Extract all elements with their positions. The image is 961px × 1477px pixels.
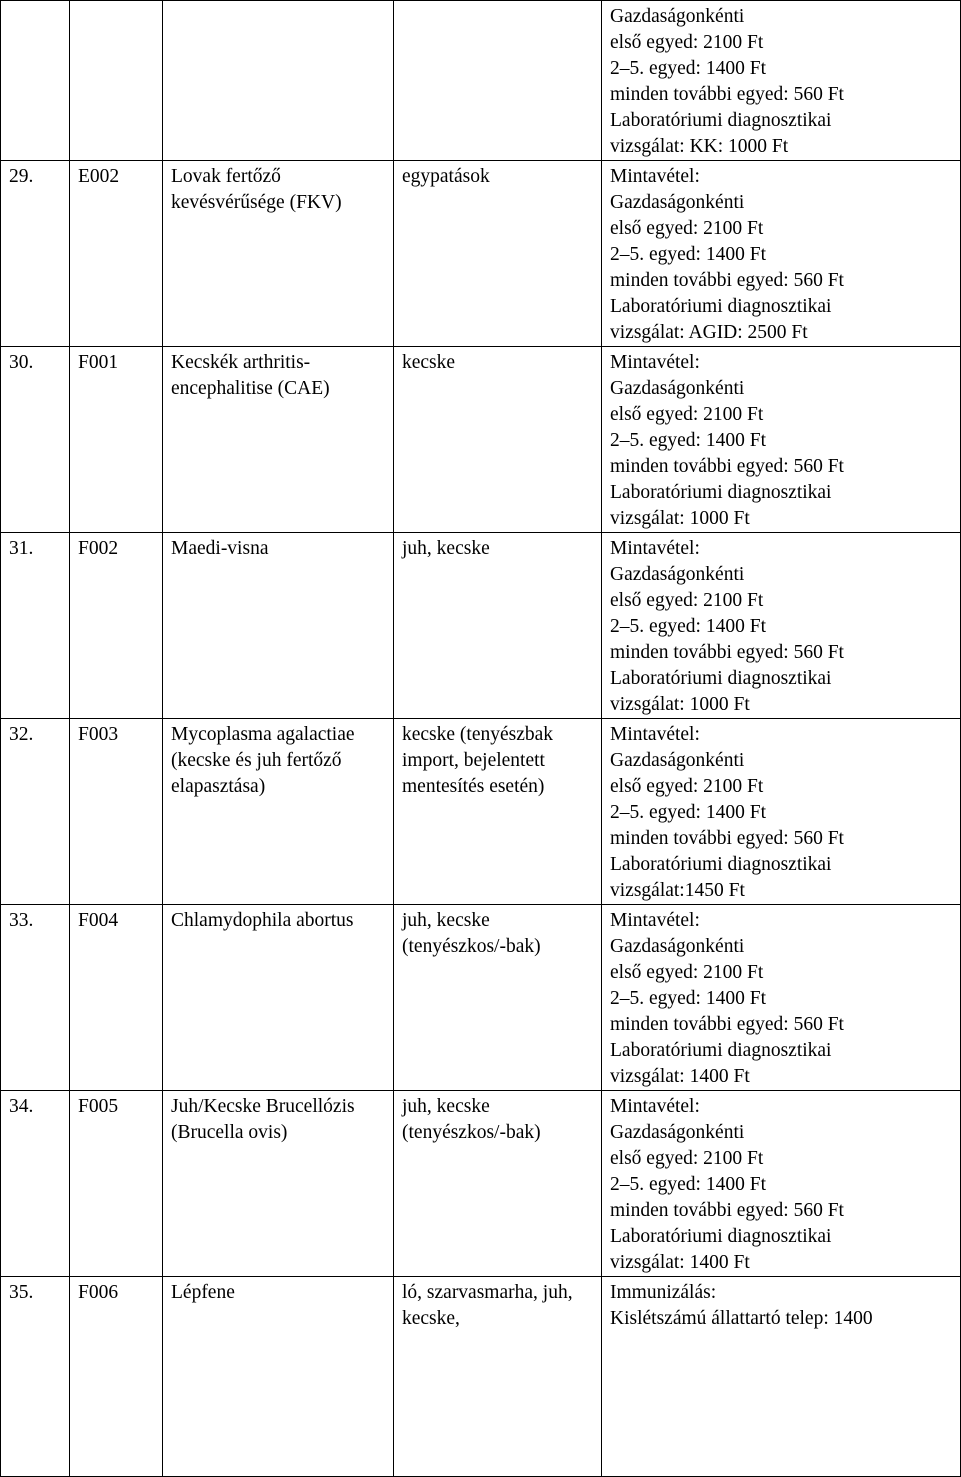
table-row-continued [1,1,961,161]
fee-line: Mintavétel: [610,166,700,187]
disease-code-text: F005 [78,1096,119,1117]
fee-line: első egyed: 2100 Ft [610,590,764,611]
species-cell [394,1277,602,1477]
fee-lines [602,536,960,718]
fee-cell [602,161,961,347]
fee-line: első egyed: 2100 Ft [610,1148,764,1169]
row-number-text: 29. [9,166,34,187]
row-number-text: 30. [9,352,34,373]
table-row [1,347,961,533]
table-row [1,719,961,905]
fee-line: Mintavétel: [610,1096,700,1117]
fee-line: vizsgálat: 1400 Ft [610,1066,750,1087]
fee-line: első egyed: 2100 Ft [610,218,764,239]
fee-line: Gazdaságonkénti [610,936,745,957]
disease-code-text: E002 [78,166,120,187]
fee-line: 2–5. egyed: 1400 Ft [610,244,766,265]
fee-line: minden további egyed: 560 Ft [610,270,844,291]
fee-line: vizsgálat: 1400 Ft [610,1252,750,1273]
disease-code-cell [70,1091,163,1277]
fee-cell [602,1,961,161]
fee-line: Gazdaságonkénti [610,378,745,399]
fee-line: 2–5. egyed: 1400 Ft [610,616,766,637]
disease-code-cell [70,347,163,533]
fee-lines [602,164,960,346]
fee-line: vizsgálat: KK: 1000 Ft [610,136,789,157]
table-row [1,1277,961,1477]
fee-line: minden további egyed: 560 Ft [610,1014,844,1035]
fee-line: vizsgálat: AGID: 2500 Ft [610,322,808,343]
disease-code-cell [70,533,163,719]
fee-cell [602,1091,961,1277]
disease-name-cell [163,161,394,347]
fee-cell [602,905,961,1091]
row-number-cell [1,1277,70,1477]
disease-name-cell [163,347,394,533]
fee-line: Laboratóriumi diagnosztikai [610,668,832,689]
fee-line: első egyed: 2100 Ft [610,32,764,53]
disease-name-cell [163,1091,394,1277]
disease-code-text: F003 [78,724,119,745]
table-row [1,533,961,719]
fee-line: minden további egyed: 560 Ft [610,456,844,477]
species-text: kecske (tenyészbak import, bejelentett mentesítés esetén) [402,724,554,797]
disease-name-cell [163,905,394,1091]
fee-cell [602,1277,961,1477]
fee-lines [602,4,960,160]
fee-line: minden további egyed: 560 Ft [610,1200,844,1221]
fee-line: 2–5. egyed: 1400 Ft [610,1174,766,1195]
species-cell [394,905,602,1091]
disease-name-cell [163,719,394,905]
species-cell [394,533,602,719]
disease-name-text: Mycoplasma agalactiae (kecske és juh fertőző elapasztása) [171,724,355,797]
disease-name-cell [163,533,394,719]
disease-code-cell [70,719,163,905]
fee-line: Immunizálás: [610,1282,717,1303]
fee-lines [602,350,960,532]
fee-line: Kislétszámú állattartó telep: 1400 [610,1308,873,1329]
fee-line: Gazdaságonkénti [610,192,745,213]
disease-name-text: Kecskék arthritis- encephalitise (CAE) [171,352,330,399]
row-number-cell [1,533,70,719]
fee-line: 2–5. egyed: 1400 Ft [610,802,766,823]
fee-line: Mintavétel: [610,724,700,745]
disease-code-text: F004 [78,910,119,931]
fee-cell [602,719,961,905]
species-cell [394,1,602,161]
fee-lines [602,1280,960,1332]
row-number-cell [1,161,70,347]
disease-code-cell [70,1277,163,1477]
fee-line: Mintavétel: [610,910,700,931]
fee-line: 2–5. egyed: 1400 Ft [610,58,766,79]
row-number-text: 35. [9,1282,34,1303]
fee-line: Laboratóriumi diagnosztikai [610,1226,832,1247]
disease-name-cell [163,1,394,161]
fee-line: Gazdaságonkénti [610,564,745,585]
fee-line: Gazdaságonkénti [610,1122,745,1143]
fee-line: 2–5. egyed: 1400 Ft [610,430,766,451]
fee-line: első egyed: 2100 Ft [610,962,764,983]
fee-line: Laboratóriumi diagnosztikai [610,296,832,317]
row-number-cell [1,347,70,533]
species-cell [394,1091,602,1277]
fee-line: Mintavétel: [610,352,700,373]
fee-line: vizsgálat:1450 Ft [610,880,745,901]
disease-code-text: F006 [78,1282,119,1303]
fee-lines [602,908,960,1090]
row-number-text: 32. [9,724,34,745]
disease-code-cell [70,905,163,1091]
fee-line: vizsgálat: 1000 Ft [610,508,750,529]
fee-lines [602,1094,960,1276]
fee-lines [602,722,960,904]
fee-cell [602,533,961,719]
row-number-text: 31. [9,538,34,559]
fee-line: Gazdaságonkénti [610,6,745,27]
disease-code-cell [70,1,163,161]
species-text: juh, kecske (tenyészkos/-bak) [402,910,541,957]
disease-name-text: Chlamydophila abortus [171,910,354,931]
row-number-cell [1,1,70,161]
species-cell [394,719,602,905]
fee-cell [602,347,961,533]
species-text: juh, kecske [402,538,490,559]
species-cell [394,161,602,347]
disease-code-text: F002 [78,538,119,559]
fee-line: Gazdaságonkénti [610,750,745,771]
disease-code-cell [70,161,163,347]
disease-name-text: Lépfene [171,1282,235,1303]
fee-line: első egyed: 2100 Ft [610,404,764,425]
fee-line: Mintavétel: [610,538,700,559]
species-text: ló, szarvasmarha, juh, kecske, [402,1282,573,1329]
row-number-text: 34. [9,1096,34,1117]
table-row [1,905,961,1091]
row-number-text: 33. [9,910,34,931]
row-number-cell [1,719,70,905]
fee-line: Laboratóriumi diagnosztikai [610,110,832,131]
fee-line: minden további egyed: 560 Ft [610,84,844,105]
fee-line: Laboratóriumi diagnosztikai [610,1040,832,1061]
species-cell [394,347,602,533]
table-row [1,1091,961,1277]
disease-code-text: F001 [78,352,119,373]
fee-line: minden további egyed: 560 Ft [610,828,844,849]
disease-name-cell [163,1277,394,1477]
disease-name-text: Maedi-visna [171,538,269,559]
row-number-cell [1,1091,70,1277]
table-row [1,161,961,347]
species-text: juh, kecske (tenyészkos/-bak) [402,1096,541,1143]
fee-line: első egyed: 2100 Ft [610,776,764,797]
species-text: kecske [402,352,456,373]
species-text: egypatások [402,166,490,187]
fee-line: minden további egyed: 560 Ft [610,642,844,663]
fee-line: vizsgálat: 1000 Ft [610,694,750,715]
fee-line: Laboratóriumi diagnosztikai [610,482,832,503]
fee-line: Laboratóriumi diagnosztikai [610,854,832,875]
disease-name-text: Lovak fertőző kevésvérűsége (FKV) [171,166,342,213]
row-number-cell [1,905,70,1091]
fee-line: 2–5. egyed: 1400 Ft [610,988,766,1009]
disease-name-text: Juh/Kecske Brucellózis (Brucella ovis) [171,1096,355,1143]
